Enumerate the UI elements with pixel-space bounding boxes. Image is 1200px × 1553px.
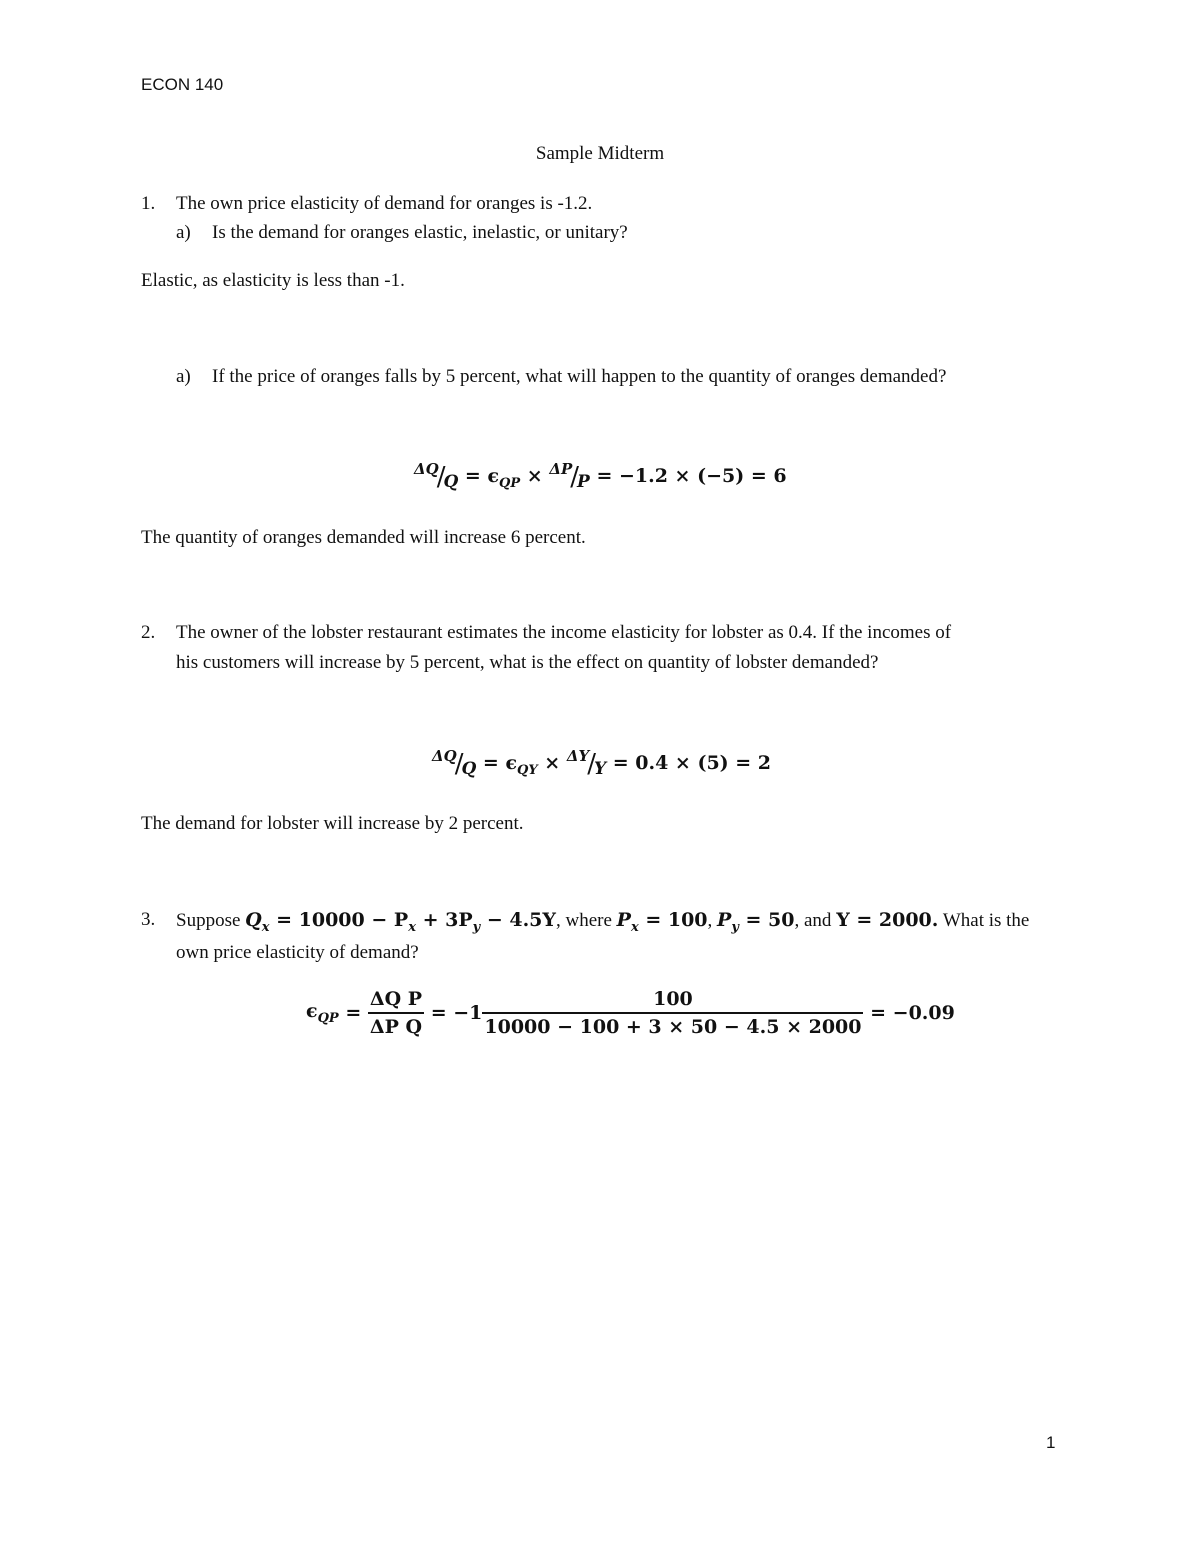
eq-epsilon: ϵ (487, 465, 500, 487)
q3-px-sub: x (630, 920, 639, 935)
eq-epsilon: ϵ (505, 752, 518, 774)
q1-number: 1. (141, 193, 156, 214)
q3-demand-rhs3: − 4.5Y (486, 909, 556, 931)
eq-equals: = (482, 752, 499, 774)
q3-py-sub: y (731, 920, 739, 935)
q2-line2: his customers will increase by 5 percent, what is the effect on quantity of lobster demanded? (176, 652, 879, 673)
q1-answer2: The quantity of oranges demanded will increase 6 percent. (141, 527, 586, 548)
eq-result: = −1.2 × (−5) = 6 (596, 465, 787, 487)
q1-answer1: Elastic, as elasticity is less than -1. (141, 270, 405, 291)
q3-equation (306, 986, 955, 1040)
eq-epsilon-sub: QP (499, 476, 521, 491)
q3-qx-sub: x (261, 920, 270, 935)
q3-and: , and (794, 910, 832, 931)
eq-fraction-2-den: 10000 − 100 + 3 × 50 − 4.5 × 2000 (484, 1016, 862, 1038)
q2-equation: $^{\Delta Q}/Q = \epsilon_{QY} \times ^{\Delta Y}/Y = 0.4 \times (5) = 2$ (432, 747, 772, 779)
page-number: 1 (1046, 1433, 1056, 1452)
course-header: ECON 140 (141, 75, 224, 94)
eq-equals: = (464, 465, 481, 487)
q3-y-eq: Y = 2000. (836, 909, 939, 931)
q2-line1: The owner of the lobster restaurant estimates the income elasticity for lobster as 0.4. If the incomes of (176, 622, 952, 643)
q3-number: 3. (141, 909, 156, 930)
eq-result: = 0.4 × (5) = 2 (612, 752, 772, 774)
eq-equals: = (345, 1002, 362, 1024)
q1-text: The own price elasticity of demand for oranges is -1.2. (176, 193, 593, 214)
q3-demand-rhs-sub: x (408, 920, 416, 935)
q3-py-val: = 50 (745, 909, 795, 931)
q3-demand-rhs2-sub: y (472, 920, 481, 935)
q3-line1 (176, 909, 1029, 935)
eq-epsilon-sub: QP (317, 1011, 339, 1026)
q3-py: P (717, 909, 732, 931)
page-title: Sample Midterm (535, 143, 665, 164)
eq-mid: = −1 (430, 1002, 483, 1024)
q3-comma: , (707, 910, 713, 931)
eq-fraction-1 (368, 986, 424, 1040)
q1-equation: $^{\Delta Q}/Q = \epsilon_{QP} \times ^{\Delta P}/P = -1.2 \times (-5) = 6$ (414, 460, 787, 492)
q2-number: 2. (141, 622, 156, 643)
q1-part-a1-label: a) (176, 222, 191, 243)
eq-p: P (577, 472, 590, 492)
eq-result: = −0.09 (870, 1002, 955, 1024)
eq-epsilon-sub: QY (517, 763, 538, 778)
q3-question-tail: What is the (942, 910, 1030, 931)
eq-epsilon: ϵ (306, 1000, 318, 1022)
q3-demand-rhs2: + 3P (422, 909, 473, 931)
eq-delta-q: ΔQ (414, 460, 439, 478)
q3-line2: own price elasticity of demand? (176, 942, 419, 963)
eq-q: Q (461, 759, 477, 779)
eq-fraction-2 (482, 986, 863, 1040)
eq-fraction-1-den: ΔP Q (369, 1016, 423, 1038)
eq-times: × (544, 752, 561, 774)
eq-fraction-1-num: ΔQ P (368, 986, 424, 1014)
q3-demand-rhs: = 10000 − P (276, 909, 409, 931)
q1-part-a2-text: If the price of oranges falls by 5 percent, what will happen to the quantity of oranges demanded? (212, 366, 947, 387)
q2-answer: The demand for lobster will increase by 2 percent. (141, 813, 524, 834)
eq-q: Q (443, 472, 459, 492)
q3-px-val: = 100 (645, 909, 708, 931)
q3-suppose: Suppose (176, 910, 241, 931)
eq-y: Y (593, 759, 607, 779)
q3-qx: Q (245, 909, 262, 931)
eq-delta-p: ΔP (549, 460, 573, 478)
eq-fraction-2-num: 100 (482, 986, 863, 1014)
eq-times: × (526, 465, 543, 487)
q3-px: P (616, 909, 631, 931)
eq-delta-y: ΔY (566, 747, 590, 765)
eq-delta-q: ΔQ (432, 747, 457, 765)
q1-part-a2-label: a) (176, 366, 191, 387)
q1-part-a1-text: Is the demand for oranges elastic, inelastic, or unitary? (212, 222, 628, 243)
q3-where: , where (555, 910, 612, 931)
